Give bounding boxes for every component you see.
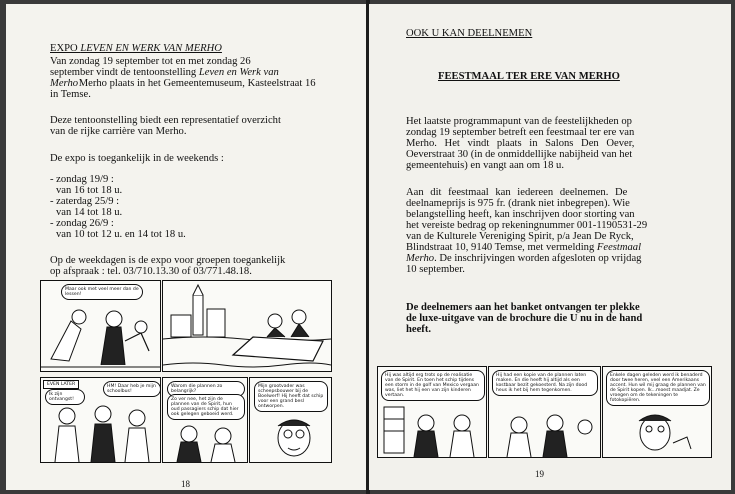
para2-line-6: Blindstraat 10, 9140 Temse, met vermelding Feestmaal xyxy=(406,242,642,253)
right-page xyxy=(369,4,731,490)
para2-line-2: deelnameprijs is 975 fr. (drank niet inbegrepen). Wie xyxy=(406,198,630,209)
comic-panel-6 xyxy=(377,366,487,458)
bold-line-1: De deelnemers aan het banket ontvangen ter plekke xyxy=(406,302,640,313)
para2-line-3: belangstelling heeft, kan inschrijven door storting van xyxy=(406,209,635,220)
comic-panel-2 xyxy=(162,280,332,372)
page-number-right: 19 xyxy=(535,469,544,479)
schedule-line-6: van 10 tot 12 u. en 14 tot 18 u. xyxy=(56,229,186,240)
expo-heading: EXPO LEVEN EN WERK VAN MERHO xyxy=(50,43,222,54)
para1-line-1: Het laatste programmapunt van de feestelijkheden op xyxy=(406,116,632,127)
para1-line-5: gemeentehuis) en vangt aan om 18 u. xyxy=(406,160,564,171)
intro-line-2: september vindt de tentoonstelling Leven en Werk van xyxy=(50,67,279,78)
weekend-line: De expo is toegankelijk in de weekends : xyxy=(50,153,224,164)
left-page xyxy=(6,4,367,490)
harbour-boat-illustration xyxy=(163,281,331,371)
comic-panel-3 xyxy=(40,377,161,463)
para2-line-1: Aan dit feestmaal kan iedereen deelnemen. De xyxy=(406,187,628,198)
comic-bubble-5: Warom die plannen zo belangrijk? xyxy=(167,381,245,397)
comic-panel-4 xyxy=(162,377,248,463)
intro-line-4: in Temse. xyxy=(50,89,91,100)
para1-line-2: zondag 19 september betreft een feestmaal ter ere van xyxy=(406,127,635,138)
comic-caption-2: EVEN LATER xyxy=(43,380,79,389)
schedule-line-5: - zondag 26/9 : xyxy=(50,218,114,229)
comic-bubble-4: Zo ver nee, het zijn de plannen van de Spirit, hun oud passagiers schip dat hier ook gelegen geboeid werd. xyxy=(167,394,245,420)
para2-line-5: van de Kulturele Vereniging Spirit, p/a Jean De Ryck, xyxy=(406,231,634,242)
comic-bubble-1: Maar ook met veel meer dan de lessen! xyxy=(61,284,143,300)
page-number-left: 18 xyxy=(181,479,190,489)
comic-panel-1 xyxy=(40,280,161,372)
para1-line-3: Merho. Het vindt plaats in Salons Den Oever, xyxy=(406,138,635,149)
comic-bubble-r1: Hij was altijd erg trots op de realisatie van de Spirit. En toen het schip tijdens een storm in de golf van Mexico vergaan was, liet het hij een van zijn kinderen vertaan. xyxy=(381,370,485,401)
comic-panel-7 xyxy=(488,366,601,458)
comic-bubble-r3: Enkele dagen geleden werd ik benaderd door twee heren, veel een Amerikaans accent. Hun wil mij graag de plannen van de Spirit kopen. Ik...moest maadjat. Ze vroegen om de tekeningen te fotokopiëren. xyxy=(606,370,710,406)
intro-line-1: Van zondag 19 september tot en met zondag 26 xyxy=(50,56,251,67)
comic-bubble-6: Mijn grootvader was scheepsbouwer bij de Boelwerf! Hij heeft dat schip voor een grand besl ontworpen. xyxy=(254,381,328,412)
schedule-line-3: - zaterdag 25/9 : xyxy=(50,196,120,207)
schedule-line-4: van 14 tot 18 u. xyxy=(56,207,123,218)
comic-panel-5 xyxy=(249,377,332,463)
bold-line-2: de luxe-uitgave van de brochure die U nu in de hand xyxy=(406,313,643,324)
comic-bubble-3: HM! Daar heb je mijn schoolbus! xyxy=(103,381,161,397)
para2-line-8: 10 september. xyxy=(406,264,465,275)
overview-line-1: Deze tentoonstelling biedt een representatief overzicht xyxy=(50,115,281,126)
para2-line-7: Merho. De inschrijvingen worden afgesloten op vrijdag xyxy=(406,253,642,264)
groups-line-2: op afspraak : tel. 03/710.13.30 of 03/771.48.18. xyxy=(50,266,252,277)
schedule-line-2: van 16 tot 18 u. xyxy=(56,185,123,196)
feestmaal-title: FEESTMAAL TER ERE VAN MERHO xyxy=(438,71,620,82)
intro-line-3: Merho Merho plaats in het Gemeentemuseum, Kasteelstraat 16 xyxy=(50,78,316,89)
bold-line-3: heeft. xyxy=(406,324,431,335)
groups-line-1: Op de weekdagen is de expo voor groepen toegankelijk xyxy=(50,255,286,266)
comic-bubble-r2: Hij had een kopie van de plannen laten maken. En die heeft hij altijd als een kostbaar bezit gekoesterd. Na zijn dood heus ik het bij hem tegenkomen. xyxy=(492,370,598,396)
para2-line-4: het vereiste bedrag op rekeningnummer 001-1190531-29 xyxy=(406,220,648,231)
comic-bubble-2: Ik zijn ontvangst! xyxy=(45,389,85,405)
comic-panel-8 xyxy=(602,366,712,458)
para1-line-4: Oeverstraat 30 (in de onmiddellijke nabijheid van het xyxy=(406,149,633,160)
overview-line-2: van de rijke carrière van Merho. xyxy=(50,126,187,137)
schedule-line-1: - zondag 19/9 : xyxy=(50,174,114,185)
section-header: OOK U KAN DEELNEMEN xyxy=(406,28,533,39)
